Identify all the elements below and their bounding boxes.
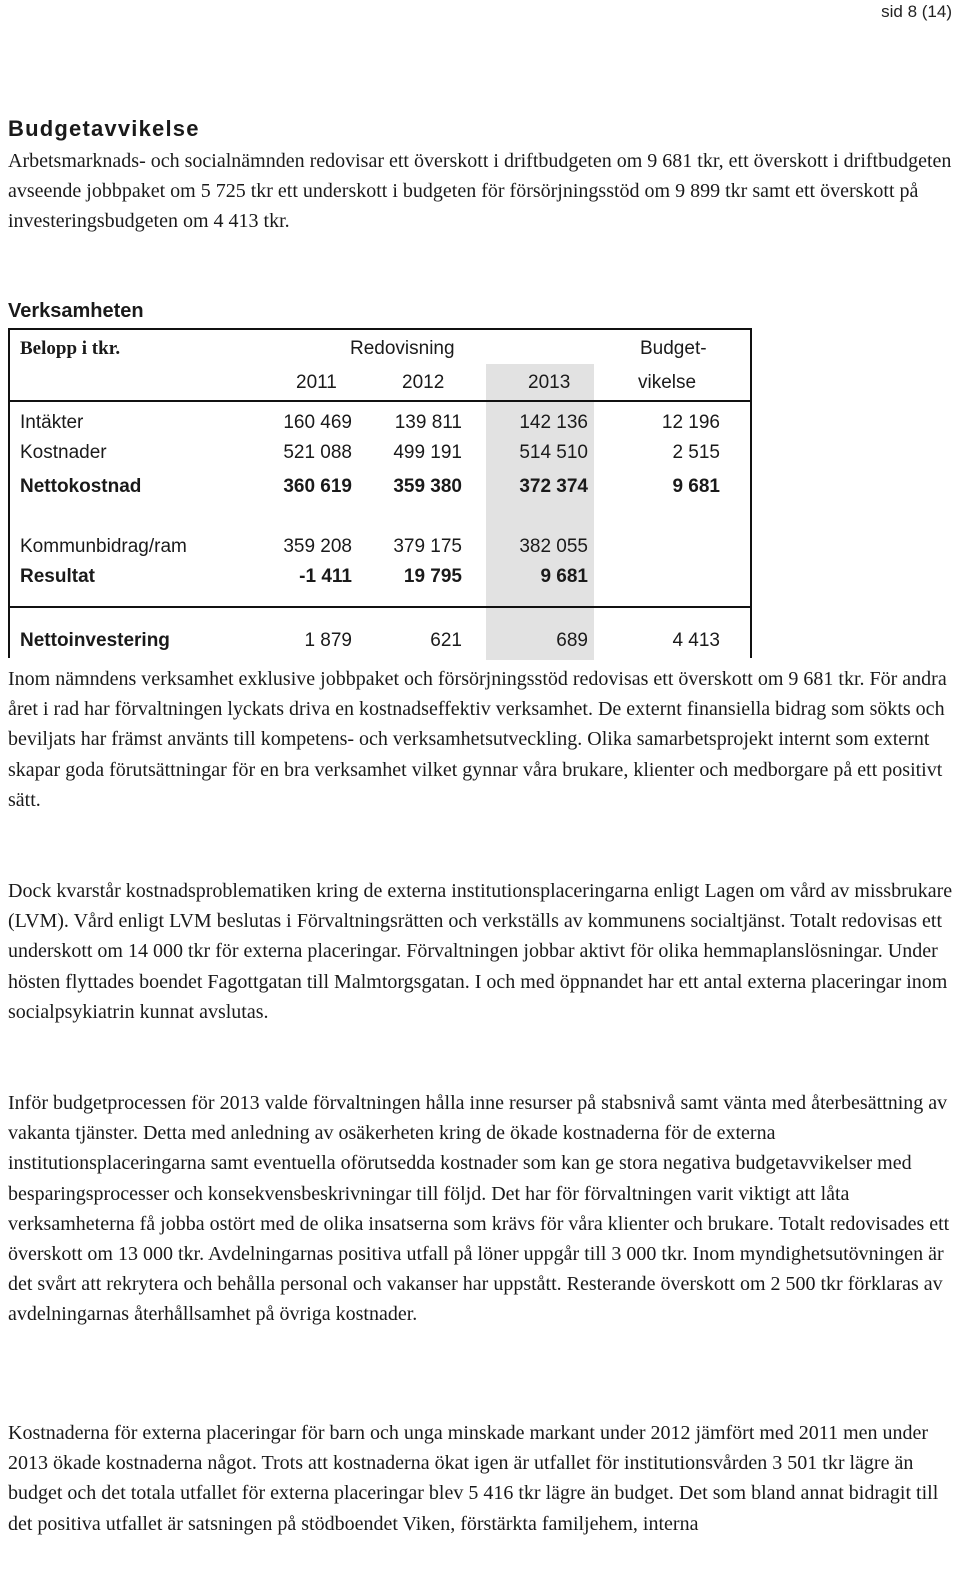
body-paragraph-2: Dock kvarstår kostnadsproblematiken kring de externa institutionsplaceringarna enligt Lagen om vård av missbrukare (LVM). Vård enligt LVM beslutas i Förvaltningsrätten och verkställs av kommunens socialtjänst. Totalt redovisas ett underskott om 14 000 tkr för externa placeringar. Förvaltningen jobbar aktivt för olika hemmaplanslösningar. Under hösten flyttades boendet Fagottgatan till Malmtorgsgatan. I och med öppnandet har ett antal externa placeringar inom socialpsykiatrin kunnat avslutas. — [8, 880, 953, 1023]
financial-table — [8, 328, 752, 658]
table-cell: 139 811 — [394, 412, 462, 433]
table-cell: 9 681 — [540, 566, 588, 587]
header-divider — [8, 400, 752, 402]
table-cell: 9 681 — [672, 476, 720, 497]
row-label-kommunbidrag: Kommunbidrag/ram — [20, 536, 187, 557]
table-cell: 359 208 — [283, 536, 352, 557]
row-label-kostnader: Kostnader — [20, 442, 107, 463]
body-paragraph-1: Inom nämndens verksamhet exklusive jobbpaket och försörjningsstöd redovisas ett överskott om 9 681 tkr. För andra året i rad har förvaltningen lyckats driva en kostnadseffektiv verksamhet. De externt finansiella bidrag som sökts och beviljats har främst använts till kompetens- och verksamhetsutveckling. Olika samarbetsprojekt internt som externt skapar goda förutsättningar för en bra verksamhet vilket gynnar våra brukare, klienter och medborgare på ett positivt sätt. — [8, 668, 947, 811]
table-cell: 359 380 — [393, 476, 462, 497]
table-cell: 1 879 — [304, 630, 352, 651]
section-title: Budgetavvikelse — [8, 116, 200, 141]
unit-label: Belopp i tkr. — [20, 338, 121, 359]
year-header-2011: 2011 — [296, 372, 337, 393]
table-cell: 621 — [430, 630, 462, 651]
body-paragraph-3: Inför budgetprocessen för 2013 valde förvaltningen hålla inne resurser på stabsnivå samt vänta med återbesättning av vakanta tjänster. Detta med anledning av osäkerheten kring de ökade kostnaderna för de externa institutionsplaceringarna samt eventuella oförutsedda kostnader som kan ge stora negativa budgetavvikelser med besparingsprocesser och konsekvensbeskrivningar till följd. Det har för förvaltningen varit viktigt att låta verksamheterna få jobba ostört med de olika insatserna som krävs för våra klienter och brukare. Totalt redovisades ett överskott om 13 000 tkr. Avdelningarnas positiva utfall på löner uppgår till 3 000 tkr. Inom myndighetsutövningen är det svårt att rekrytera och behålla personal och vakanser har uppstått. Resterande överskott om 2 500 tkr förklaras av avdelningarnas återhållsamhet på övriga kostnader. — [8, 1092, 950, 1326]
intro-paragraph: Arbetsmarknads- och socialnämnden redovisar ett överskott i driftbudgeten om 9 681 tkr, ett överskott i driftbudgeten avseende jobbpaket om 5 725 tkr ett underskott i budgeten för försörjningsstöd om 9 899 tkr samt ett överskott på investeringsbudgeten om 4 413 tkr. — [8, 150, 952, 233]
table-cell: 382 055 — [519, 536, 588, 557]
table-cell: 379 175 — [393, 536, 462, 557]
table-cell: 19 795 — [403, 566, 462, 587]
year-header-2013: 2013 — [528, 372, 571, 393]
body-paragraph-4: Kostnaderna för externa placeringar för barn och unga minskade markant under 2012 jämfört med 2011 men under 2013 ökade kostnaderna något. Trots att kostnaderna ökat igen är utfallet för institutionsvården 3 501 tkr lägre än budget och det totala utfallet för externa placeringar blev 5 416 tkr lägre än budget. Det som bland annat bidragit till det positiva utfallet är satsningen på stödboendet Viken, förstärkta familjehem, interna — [8, 1422, 939, 1535]
highlight-column-2013 — [486, 364, 594, 660]
table-cell: 689 — [556, 630, 588, 651]
group-header-redovisning: Redovisning — [350, 338, 455, 359]
year-header-2012: 2012 — [402, 372, 445, 393]
investment-divider — [8, 606, 752, 608]
table-cell: 499 191 — [393, 442, 462, 463]
table-cell: 142 136 — [519, 412, 588, 433]
budget-header-line1: Budget- — [640, 338, 707, 359]
table-cell: 514 510 — [519, 442, 588, 463]
table-cell: 160 469 — [283, 412, 352, 433]
table-cell: 372 374 — [519, 476, 588, 497]
row-label-nettoinvestering: Nettoinvestering — [20, 630, 170, 651]
table-cell: 2 515 — [672, 442, 720, 463]
page-number: sid 8 (14) — [881, 2, 952, 21]
budget-header-line2: vikelse — [638, 372, 697, 393]
table-cell: 12 196 — [661, 412, 720, 433]
table-cell: 4 413 — [672, 630, 720, 651]
subsection-title: Verksamheten — [8, 300, 144, 322]
table-cell: 360 619 — [283, 476, 352, 497]
table-cell: -1 411 — [299, 566, 352, 587]
row-label-nettokostnad: Nettokostnad — [20, 476, 142, 497]
table-cell: 521 088 — [283, 442, 352, 463]
row-label-resultat: Resultat — [20, 566, 95, 587]
row-label-intakter: Intäkter — [20, 412, 84, 433]
